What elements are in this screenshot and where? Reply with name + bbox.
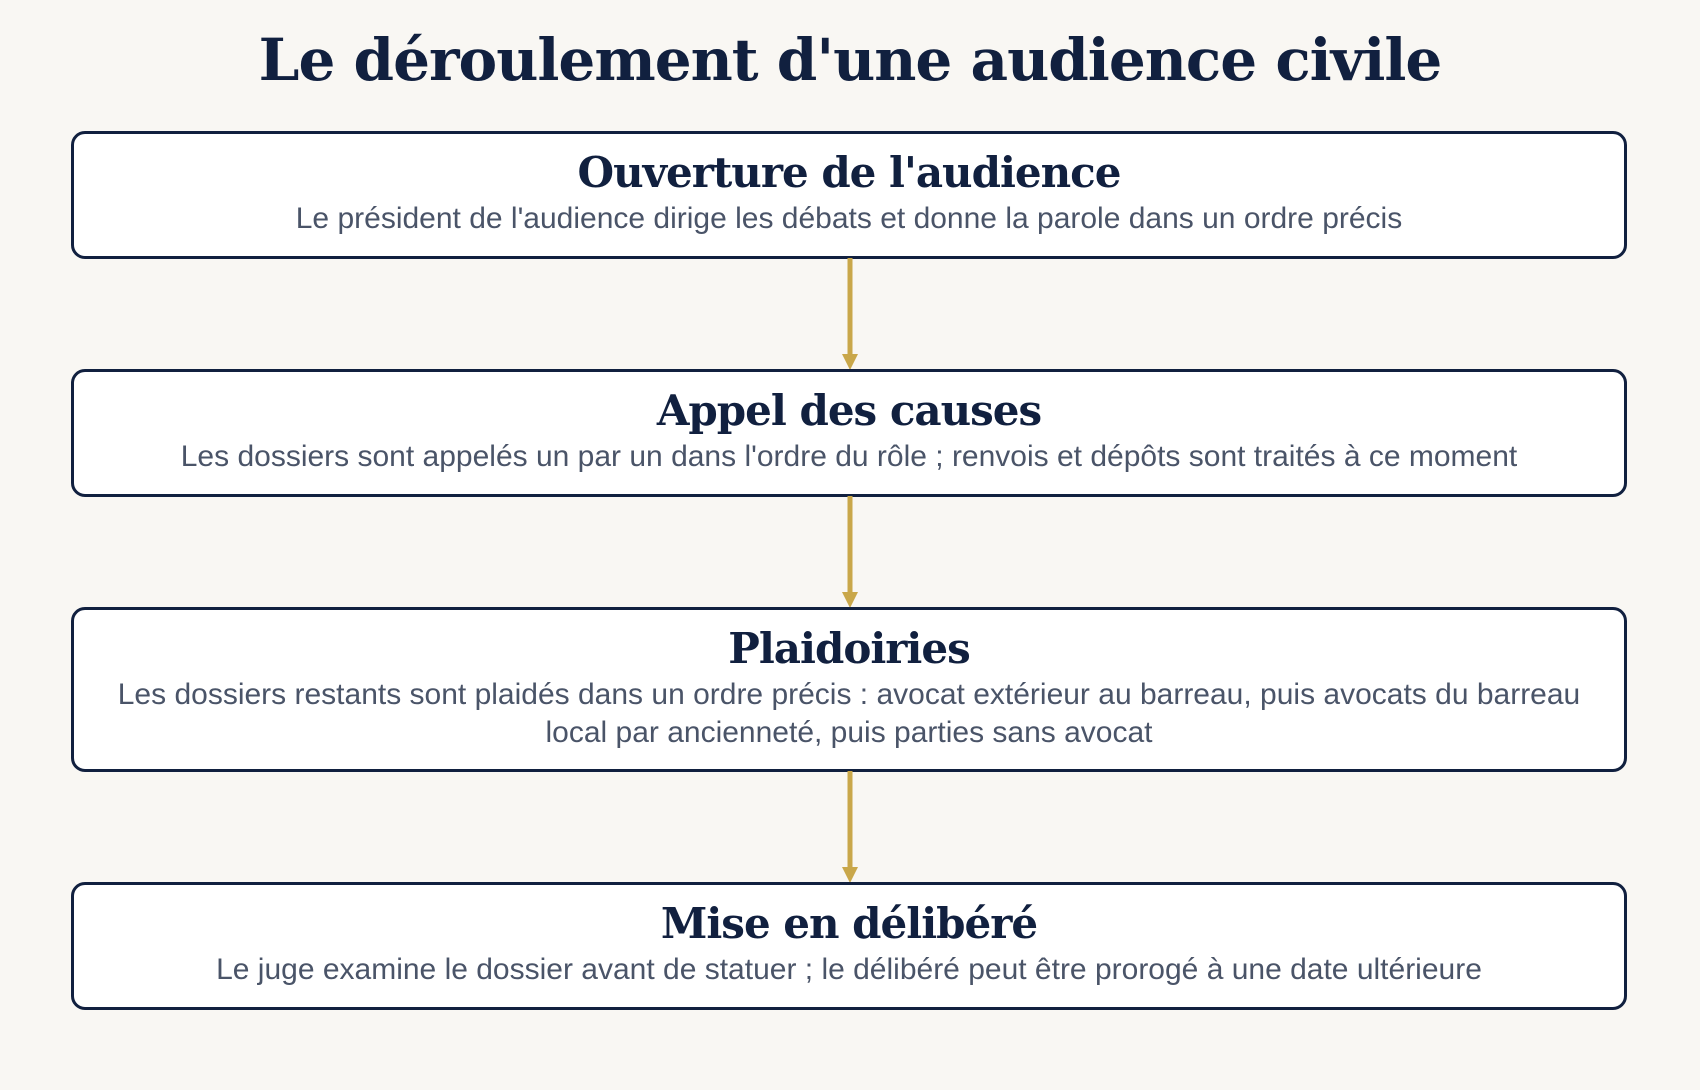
down-arrow-1 bbox=[842, 258, 858, 370]
step-title: Plaidoiries bbox=[728, 624, 970, 673]
step-title: Mise en délibéré bbox=[660, 899, 1038, 948]
step-box-plaidoiries bbox=[71, 607, 1627, 772]
step-description: Le juge examine le dossier avant de statuer ; le délibéré peut être prorogé à une date ultérieure bbox=[216, 953, 1482, 986]
step-description: Les dossiers sont appelés un par un dans l'ordre du rôle ; renvois et dépôts sont traités à ce moment bbox=[180, 440, 1518, 473]
step-title: Appel des causes bbox=[656, 386, 1042, 435]
step-box-ouverture bbox=[71, 131, 1627, 259]
step-box-appel bbox=[71, 369, 1627, 497]
step-description: Le président de l'audience dirige les débats et donne la parole dans un ordre précis bbox=[295, 202, 1403, 235]
step-box-mise-en-delibere bbox=[71, 882, 1627, 1010]
step-description: Les dossiers restants sont plaidés dans un ordre précis : avocat extérieur au barreau, puis avocats du barreau local par ancienneté, puis parties sans avocat bbox=[117, 678, 1581, 749]
down-arrow-3 bbox=[842, 771, 858, 883]
step-title: Ouverture de l'audience bbox=[577, 148, 1121, 197]
diagram-title: Le déroulement d'une audience civile bbox=[258, 26, 1442, 94]
down-arrow-2 bbox=[842, 496, 858, 608]
